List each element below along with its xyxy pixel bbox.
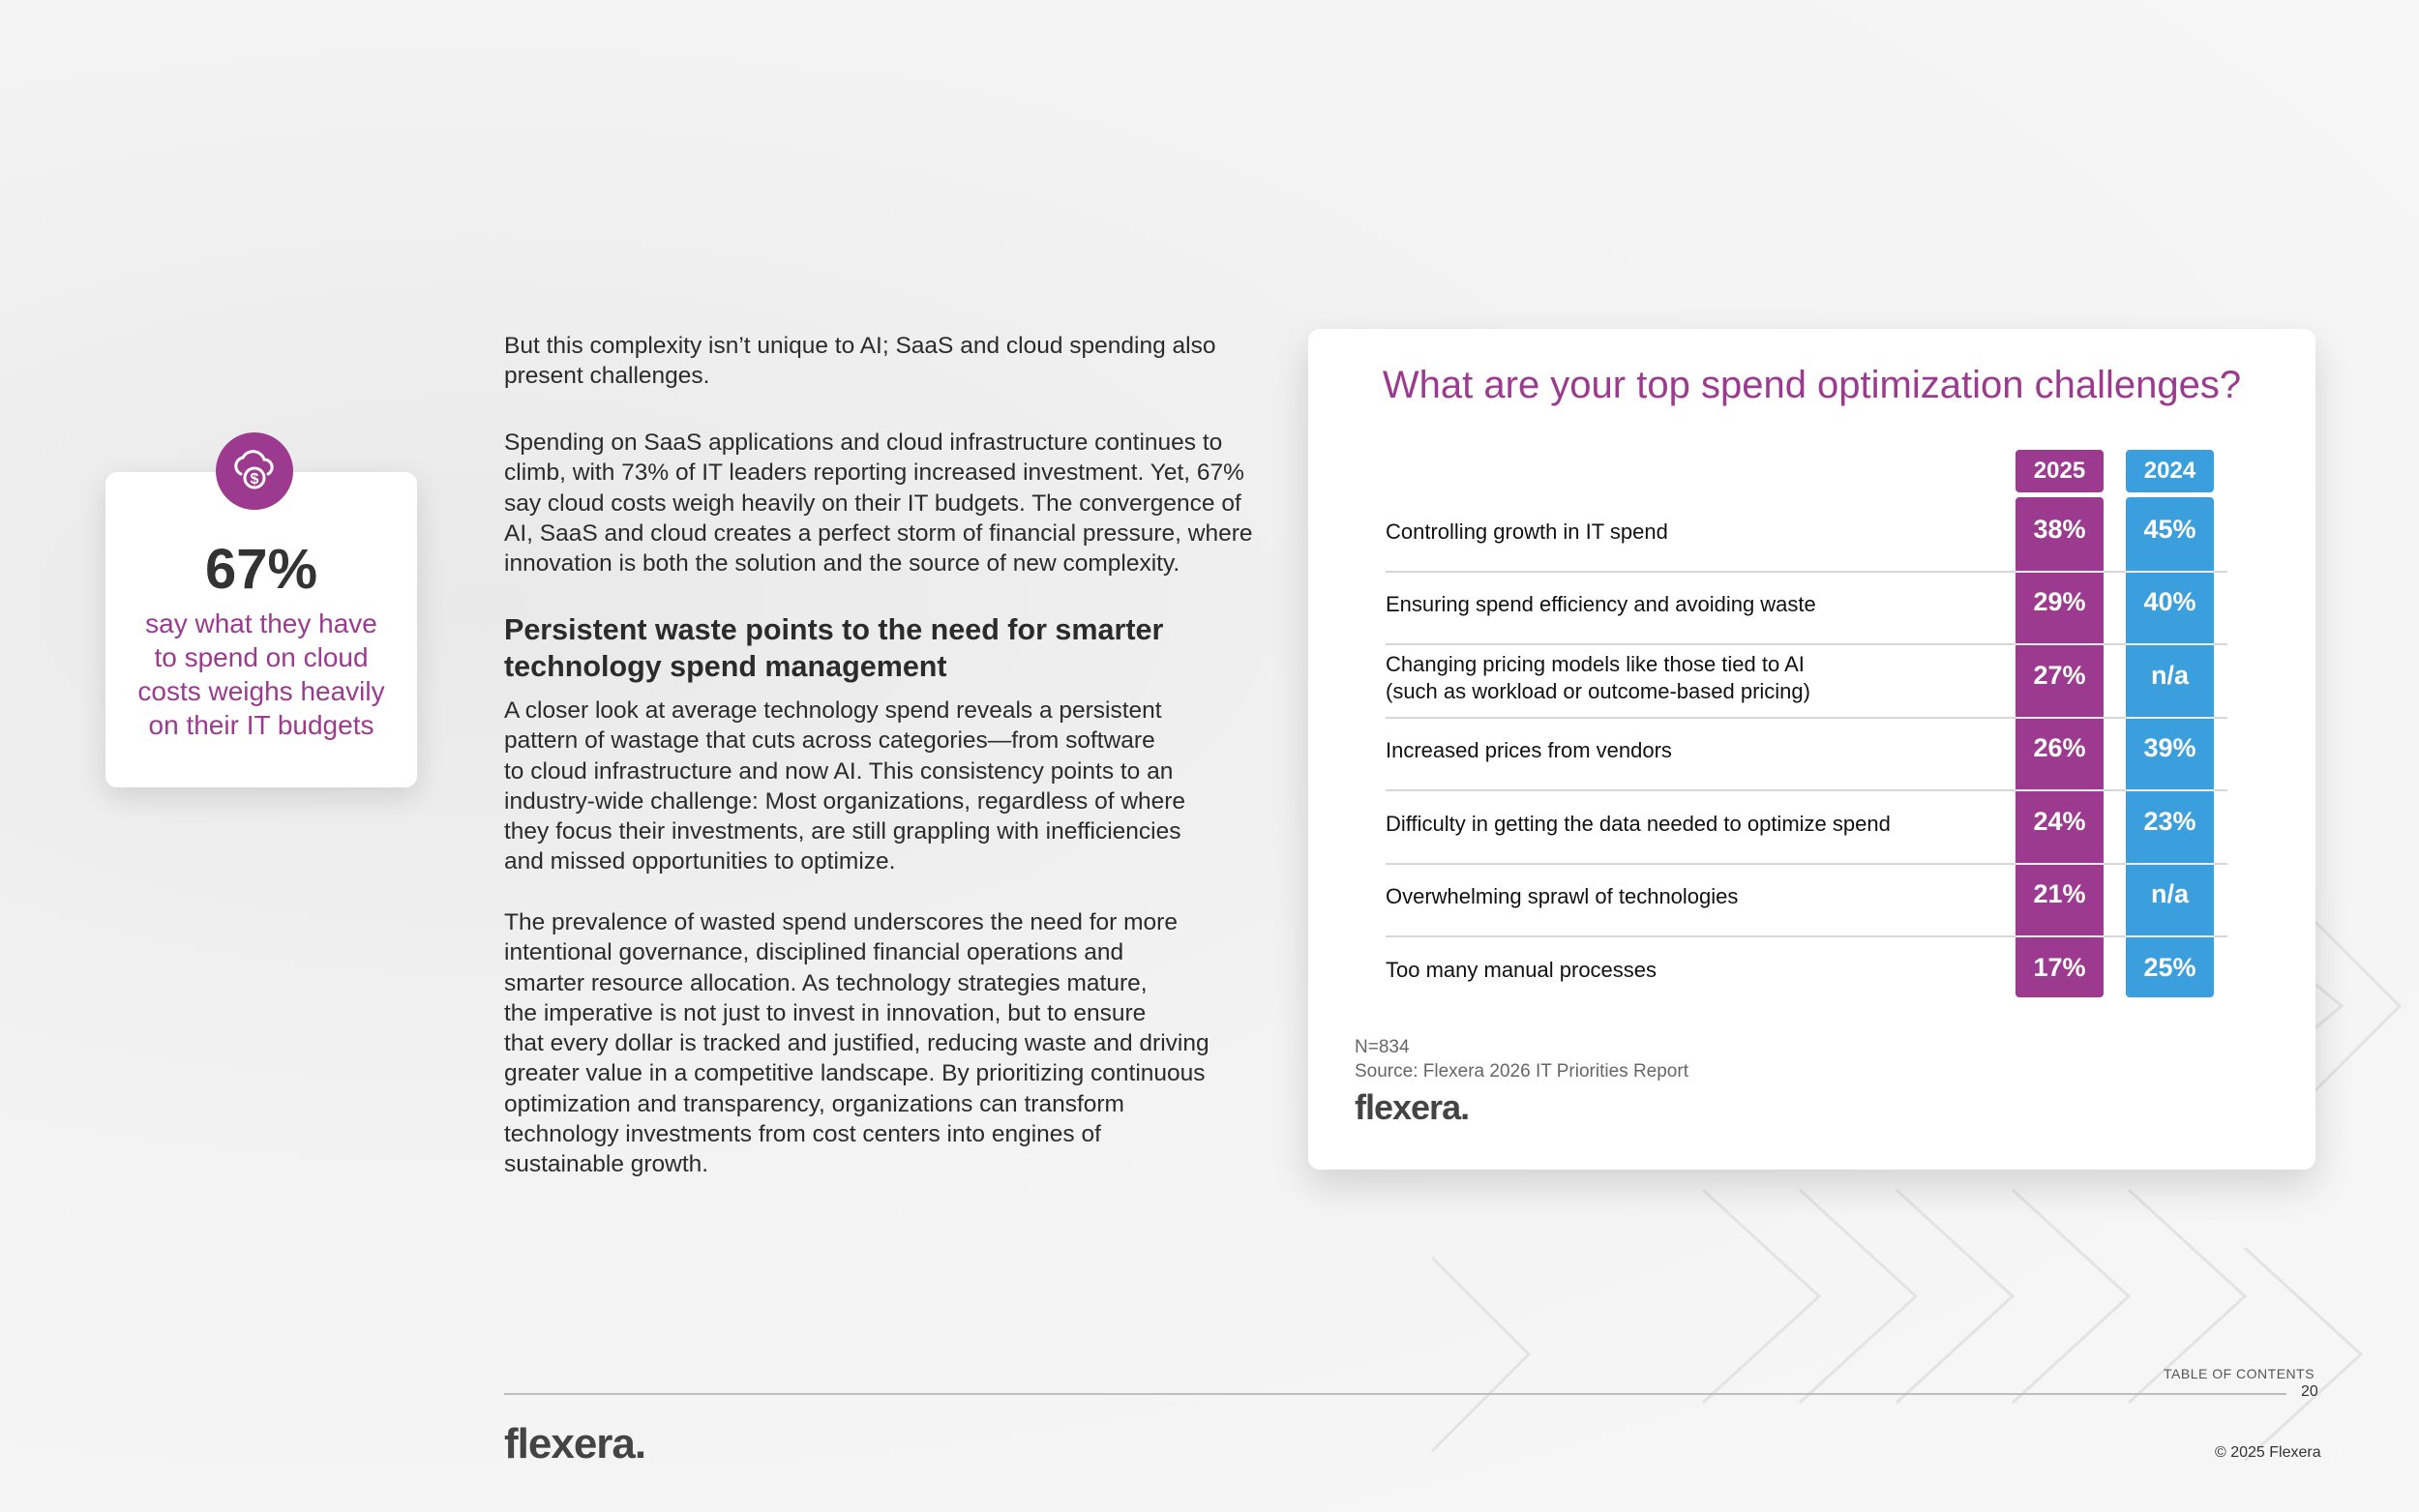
governance-paragraph: The prevalence of wasted spend underscores the need for more intentional governance, disciplined financial operations and smarter resource allocation. As technology strategies mature, the imperative is not just to invest in innovation, but to ensure that every dollar is tracked and justified, reducing waste and driving greater value in a competitive landscape. By prioritizing continuous optimization and transparency, organizations can transform technology investments from cost centers into engines of sustainable growth. <box>504 909 1210 1178</box>
row-label: Controlling growth in IT spend <box>1386 519 1668 544</box>
bar-divider <box>2016 571 2104 573</box>
saas-cloud-paragraph: Spending on SaaS applications and cloud infrastructure continues to climb, with 73% of IT leaders reporting increased investment. Yet, 67% say cloud costs weigh heavily on their IT budgets. The convergence of AI, SaaS and cloud creates a perfect storm of financial pressure, where innovation is both the solution and the source of new complexity. <box>504 430 1253 578</box>
value-2024: 40% <box>2143 587 2196 617</box>
value-2025: 29% <box>2033 587 2086 617</box>
logo-text: flexera <box>504 1420 635 1468</box>
bar-divider <box>2126 935 2214 937</box>
waste-paragraph: A closer look at average technology spend reveals a persistent pattern of wastage that cuts across categories—from software to cloud infrastructure and now AI. This consistency points to an industry-wide challenge: Most organizations, regardless of where they focus their investments, are still grappling with inefficiencies and missed opportunities to optimize. <box>504 697 1186 875</box>
logo-dot: . <box>1460 1087 1470 1127</box>
bar-divider <box>2126 571 2214 573</box>
row-label: Increased prices from vendors <box>1386 738 1672 763</box>
chart-title: What are your top spend optimization challenges? <box>1382 364 2242 406</box>
value-2025: 21% <box>2033 879 2086 909</box>
logo-text: flexera <box>1355 1087 1461 1127</box>
row-label: Difficulty in getting the data needed to optimize spend <box>1386 811 1891 836</box>
copyright: © 2025 Flexera <box>2215 1444 2321 1461</box>
page-number: 20 <box>2301 1383 2318 1400</box>
chart-card <box>1308 329 2315 1170</box>
sample-size: N=834 <box>1355 1037 1410 1057</box>
value-2025: 27% <box>2033 660 2086 690</box>
bar-divider <box>2126 643 2214 645</box>
bar-divider <box>2016 643 2104 645</box>
footer-logo <box>504 1420 645 1468</box>
value-2024: 39% <box>2143 733 2196 763</box>
bar-divider <box>2126 717 2214 719</box>
row-label: Overwhelming sprawl of technologies <box>1386 884 1739 909</box>
row-label: Too many manual processes <box>1386 957 1657 982</box>
footer-divider <box>504 1393 2286 1395</box>
value-2024: 45% <box>2143 514 2196 544</box>
bar-divider <box>2126 789 2214 791</box>
bar-divider <box>2126 863 2214 865</box>
source-note: Source: Flexera 2026 IT Priorities Report <box>1355 1061 1688 1082</box>
column-header-2024: 2024 <box>2126 450 2214 492</box>
value-2025: 17% <box>2033 952 2086 982</box>
row-label: Ensuring spend efficiency and avoiding waste <box>1386 592 1816 617</box>
value-2025: 26% <box>2033 733 2086 763</box>
row-label: Changing pricing models like those tied to AI (such as workload or outcome-based pricing) <box>1386 651 1810 703</box>
svg-text:$: $ <box>250 471 259 488</box>
stat-caption: say what they have to spend on cloud costs weighs heavily on their IT budgets <box>137 608 385 740</box>
chart-logo <box>1355 1087 1469 1128</box>
table-of-contents-link[interactable]: TABLE OF CONTENTS <box>2164 1366 2315 1381</box>
cloud-dollar-icon <box>216 432 293 510</box>
stat-value: 67% <box>204 538 318 601</box>
value-2024: n/a <box>2150 879 2189 909</box>
bar-divider <box>2016 789 2104 791</box>
value-2024: n/a <box>2150 660 2189 690</box>
section-heading: Persistent waste points to the need for smarter technology spend management <box>504 613 1164 683</box>
intro-paragraph: But this complexity isn’t unique to AI; SaaS and cloud spending also present challenges. <box>504 333 1216 390</box>
bar-divider <box>2016 717 2104 719</box>
logo-dot: . <box>634 1420 646 1468</box>
column-header-2025: 2025 <box>2016 450 2104 492</box>
bar-divider <box>2016 863 2104 865</box>
value-2025: 38% <box>2033 514 2086 544</box>
value-2024: 23% <box>2143 806 2196 836</box>
value-2024: 25% <box>2143 952 2196 982</box>
bar-divider <box>2016 935 2104 937</box>
value-2025: 24% <box>2033 806 2086 836</box>
